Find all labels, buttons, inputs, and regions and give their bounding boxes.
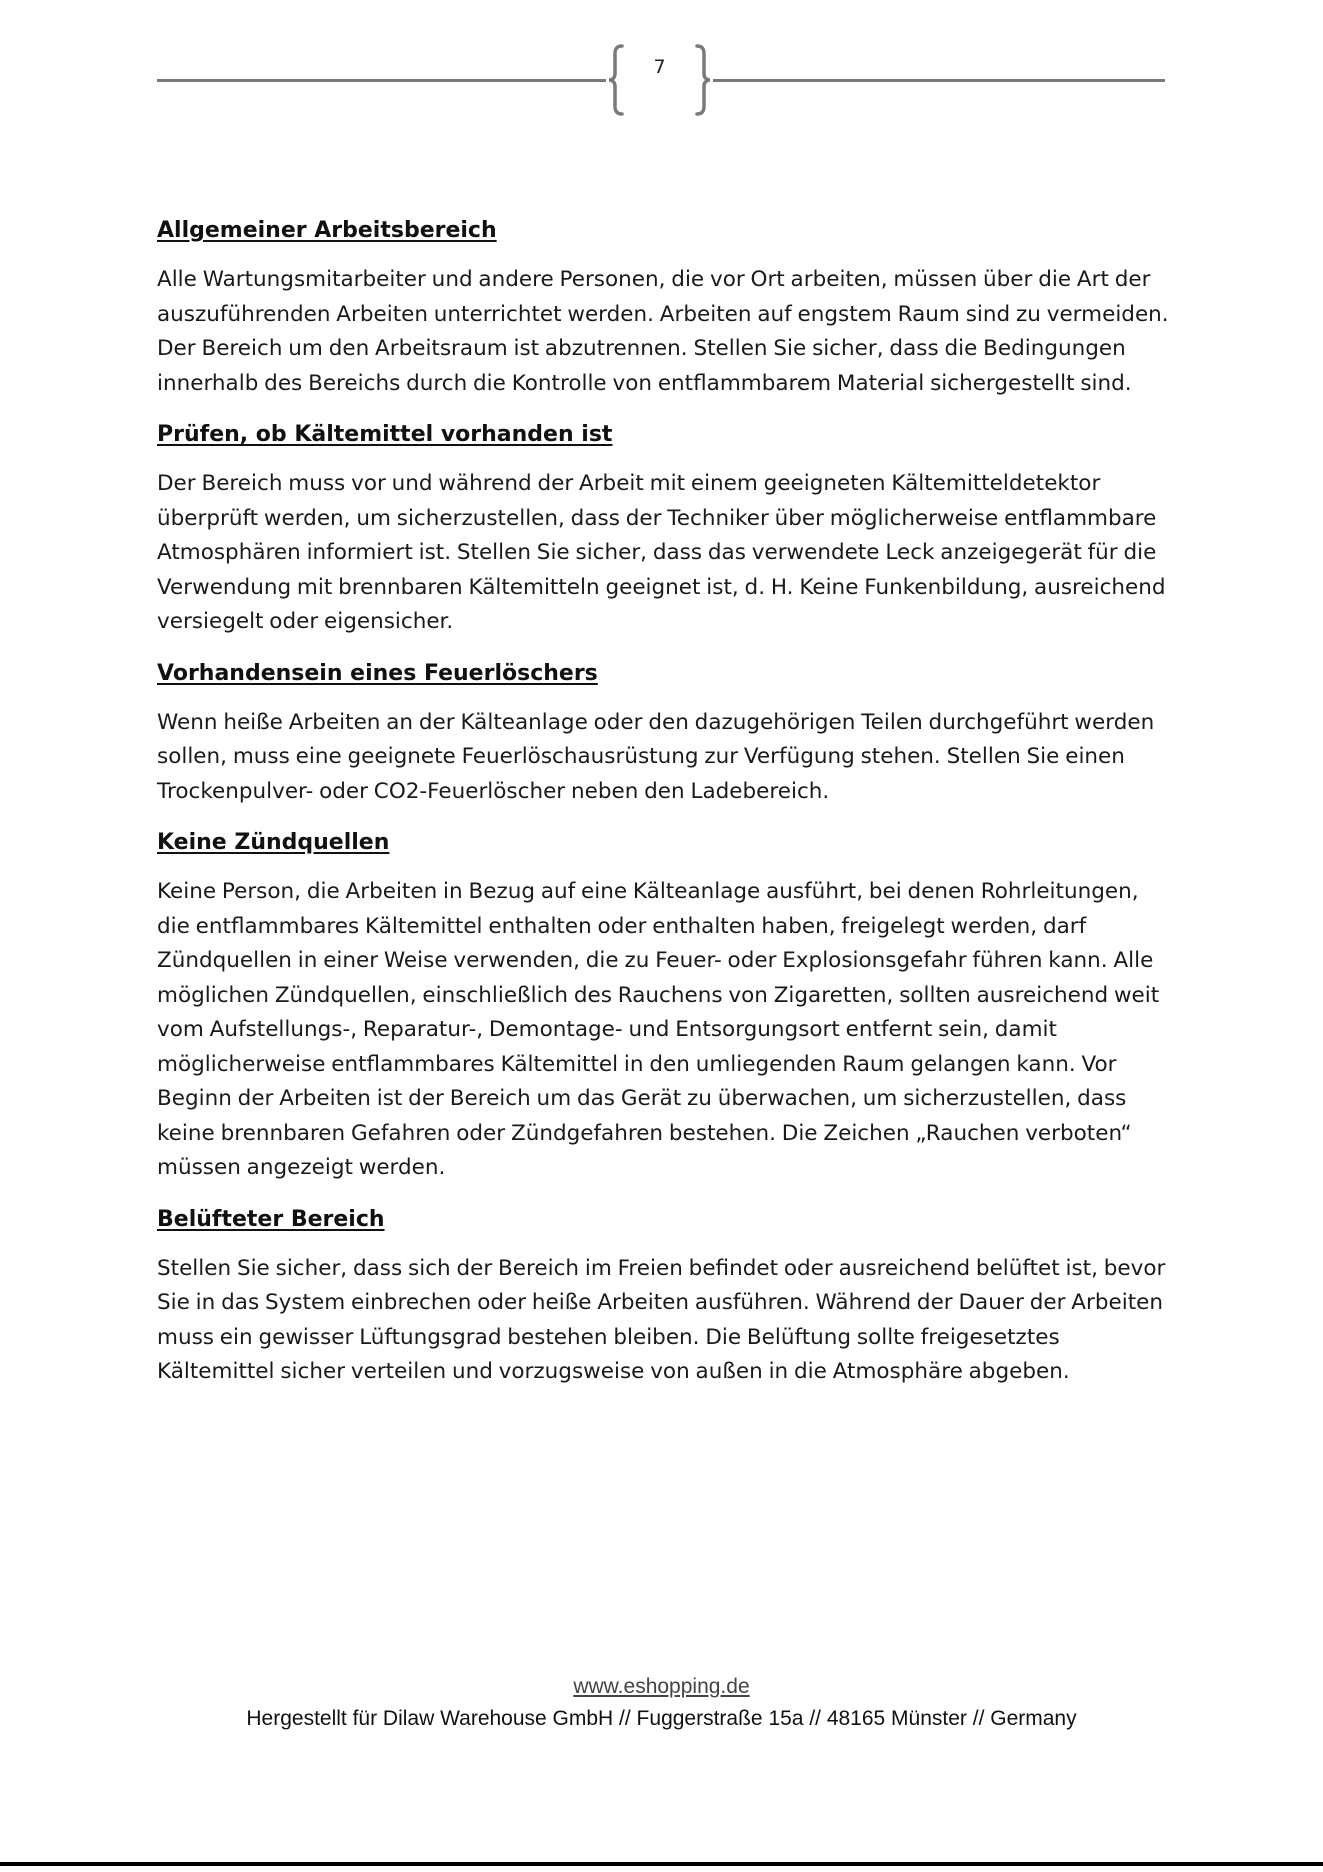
page-footer: [0, 1672, 1323, 1734]
header-rule-left: [157, 79, 606, 82]
header-rule-right: [713, 79, 1165, 82]
section-heading: Keine Zündquellen: [157, 830, 390, 855]
section-paragraph: Der Bereich muss vor und während der Arbeit mit einem geeigneten Kältemitteldetektor überprüft werden, um sicherzustellen, dass der Techniker über möglicherweise entflammbare Atmosphären informiert ist. Stellen Sie sicher, dass das verwendete Leck anzeigegerät für die Verwendung mit brennbaren Kältemitteln geeignet ist, d. H. Keine Funkenbildung, ausreichend versiegelt oder eigensicher.: [157, 471, 1166, 634]
section-belueftung: [157, 1202, 1177, 1390]
section-paragraph: Wenn heiße Arbeiten an der Kälteanlage oder den dazugehörigen Teilen durchgeführt werden sollen, muss eine geeignete Feuerlöschausrüstung zur Verfügung stehen. Stellen Sie einen Trockenpulver- oder CO2-Feuerlöscher neben den Ladebereich.: [157, 709, 1155, 804]
footer-address: Hergestellt für Dilaw Warehouse GmbH // Fuggerstraße 15a // 48165 Münster // Germany: [246, 1707, 1077, 1730]
document-body: [157, 213, 1177, 1406]
page-header: [157, 42, 1165, 122]
section-heading: Prüfen, ob Kältemittel vorhanden ist: [157, 422, 613, 447]
section-paragraph: Alle Wartungsmitarbeiter und andere Personen, die vor Ort arbeiten, müssen über die Art der auszuführenden Arbeiten unterrichtet werden. Arbeiten auf engstem Raum sind zu vermeiden. Der Bereich um den Arbeitsraum ist abzutrennen. Stellen Sie sicher, dass die Bedingungen innerhalb des Bereichs durch die Kontrolle von entflammbarem Material sichergestellt sind.: [157, 267, 1169, 396]
section-paragraph: Keine Person, die Arbeiten in Bezug auf eine Kälteanlage ausführt, bei denen Rohrleitungen, die entflammbares Kältemittel enthalten oder enthalten haben, freigelegt werden, darf Zündquellen in einer Weise verwenden, die zu Feuer- oder Explosionsgefahr führen kann. Alle möglichen Zündquellen, einschließlich des Rauchens von Zigaretten, sollten ausreichend weit vom Aufstellungs-, Reparatur-, Demontage- und Entsorgungsort entfernt sein, damit möglicherweise entflammbares Kältemittel in den umliegenden Raum gelangen kann. Vor Beginn der Arbeiten ist der Bereich um das Gerät zu überwachen, um sicherzustellen, dass keine brennbaren Gefahren oder Zündgefahren bestehen. Die Zeichen „Rauchen verboten“ müssen angezeigt werden.: [157, 879, 1160, 1180]
section-heading: Allgemeiner Arbeitsbereich: [157, 218, 497, 243]
section-kaeltemittel-pruefen: [157, 417, 1177, 640]
footer-website-link[interactable]: www.eshopping.de: [573, 1675, 750, 1698]
section-feuerloescher: [157, 656, 1177, 810]
section-heading: Vorhandensein eines Feuerlöschers: [157, 660, 598, 686]
section-paragraph: Stellen Sie sicher, dass sich der Bereich im Freien befindet oder ausreichend belüftet ist, bevor Sie in das System einbrechen oder heiße Arbeiten ausführen. Während der Dauer der Arbeiten muss ein gewisser Lüftungsgrad bestehen bleiben. Die Belüftung sollte freigesetztes Kältemittel sicher verteilen und vorzugsweise von außen in die Atmosphäre abgeben.: [157, 1255, 1166, 1384]
page-number-brackets: [606, 42, 713, 122]
section-heading: Belüfteter Bereich: [157, 1206, 385, 1232]
page-number: 7: [653, 56, 666, 78]
page-bottom-edge: [0, 1862, 1323, 1866]
section-allgemeiner-arbeitsbereich: [157, 213, 1177, 401]
section-keine-zuendquellen: [157, 825, 1177, 1186]
